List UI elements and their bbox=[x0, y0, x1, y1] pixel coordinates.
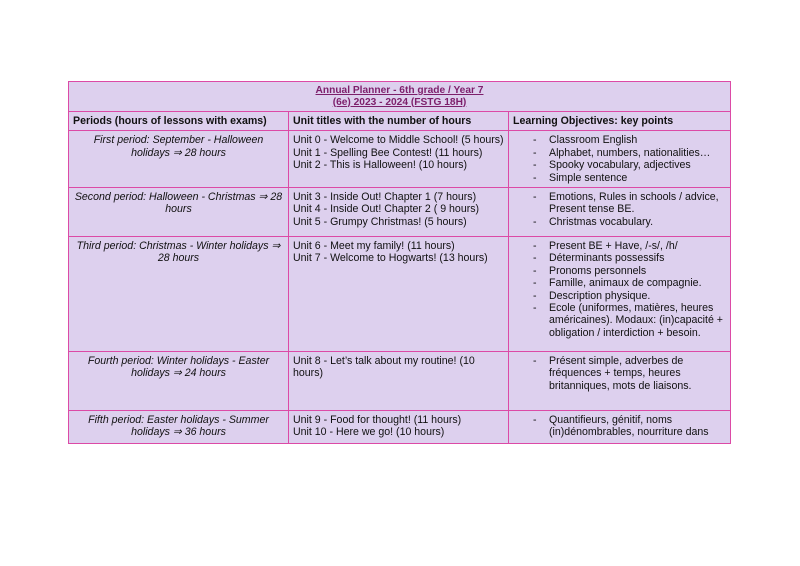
objectives-cell bbox=[509, 411, 731, 444]
header-row bbox=[69, 112, 731, 131]
units-cell bbox=[289, 352, 509, 411]
objectives-cell bbox=[509, 131, 731, 188]
annual-planner-table bbox=[68, 81, 731, 444]
planner-subtitle: (6e) 2023 - 2024 (FSTG 18H) bbox=[332, 96, 467, 108]
unit-item: Unit 8 - Let’s talk about my routine! (10 hours) bbox=[293, 355, 475, 380]
period-cell: Fourth period: Winter holidays - Easter holidays ⇒ 24 hours bbox=[69, 352, 289, 411]
units-cell bbox=[289, 131, 509, 188]
unit-item: Unit 5 - Grumpy Christmas! (5 hours) bbox=[293, 215, 467, 228]
unit-item: Unit 0 - Welcome to Middle School! (5 hours) bbox=[293, 134, 504, 147]
title-cell bbox=[69, 82, 731, 112]
table-row bbox=[69, 352, 731, 411]
objective-item: - Famille, animaux de compagnie. bbox=[549, 277, 726, 289]
column-header-periods: Periods (hours of lessons with exams) bbox=[69, 112, 289, 131]
unit-item: Unit 9 - Food for thought! (11 hours) bbox=[293, 414, 462, 427]
unit-item: Unit 6 - Meet my family! (11 hours) bbox=[293, 240, 455, 253]
units-cell bbox=[289, 411, 509, 444]
objective-item: - Description physique. bbox=[549, 290, 726, 302]
column-header-units: Unit titles with the number of hours bbox=[289, 112, 509, 131]
unit-item: Unit 2 - This is Halloween! (10 hours) bbox=[293, 159, 468, 172]
unit-item: Unit 10 - Here we go! (10 hours) bbox=[293, 426, 445, 439]
period-cell: Fifth period: Easter holidays - Summer holidays ⇒ 36 hours bbox=[69, 411, 289, 444]
table-row bbox=[69, 411, 731, 444]
objective-item: - Présent simple, adverbes de fréquences + temps, heures britanniques, mots de liaisons. bbox=[549, 355, 726, 392]
objective-item: - Present BE + Have, /-s/, /h/ bbox=[549, 240, 726, 252]
table-row bbox=[69, 237, 731, 352]
objectives-cell bbox=[509, 237, 731, 352]
objective-item: - Pronoms personnels bbox=[549, 265, 726, 277]
objective-item: - Classroom English bbox=[549, 134, 726, 146]
objective-item: - Alphabet, numbers, nationalities… bbox=[549, 147, 726, 159]
objectives-cell bbox=[509, 352, 731, 411]
objective-item: - Déterminants possessifs bbox=[549, 252, 726, 264]
unit-item: Unit 1 - Spelling Bee Contest! (11 hours) bbox=[293, 146, 483, 159]
objective-item: - Quantifieurs, génitif, noms (in)dénombrables, nourriture dans bbox=[549, 414, 726, 439]
objectives-cell bbox=[509, 188, 731, 237]
table-row bbox=[69, 188, 731, 237]
unit-item: Unit 4 - Inside Out! Chapter 2 ( 9 hours) bbox=[293, 203, 480, 216]
table-row bbox=[69, 131, 731, 188]
objective-item: - Spooky vocabulary, adjectives bbox=[549, 159, 726, 171]
objective-item: - Emotions, Rules in schools / advice, Present tense BE. bbox=[549, 191, 726, 216]
period-cell: Second period: Halloween - Christmas ⇒ 28 hours bbox=[69, 188, 289, 237]
objective-item: - Christmas vocabulary. bbox=[549, 216, 726, 228]
objective-item: - Ecole (uniformes, matières, heures américaines). Modaux: (in)capacité + obligation / interdiction + besoin. bbox=[549, 302, 726, 339]
unit-item: Unit 3 - Inside Out! Chapter 1 (7 hours) bbox=[293, 191, 477, 204]
unit-item: Unit 7 - Welcome to Hogwarts! (13 hours) bbox=[293, 252, 488, 265]
planner-title: Annual Planner - 6th grade / Year 7 bbox=[315, 85, 484, 96]
objective-item: - Simple sentence bbox=[549, 172, 726, 184]
title-row bbox=[69, 82, 731, 112]
units-cell bbox=[289, 237, 509, 352]
column-header-objectives: Learning Objectives: key points bbox=[509, 112, 731, 131]
period-cell: First period: September - Halloween holidays ⇒ 28 hours bbox=[69, 131, 289, 188]
period-cell: Third period: Christmas - Winter holidays ⇒ 28 hours bbox=[69, 237, 289, 352]
units-cell bbox=[289, 188, 509, 237]
